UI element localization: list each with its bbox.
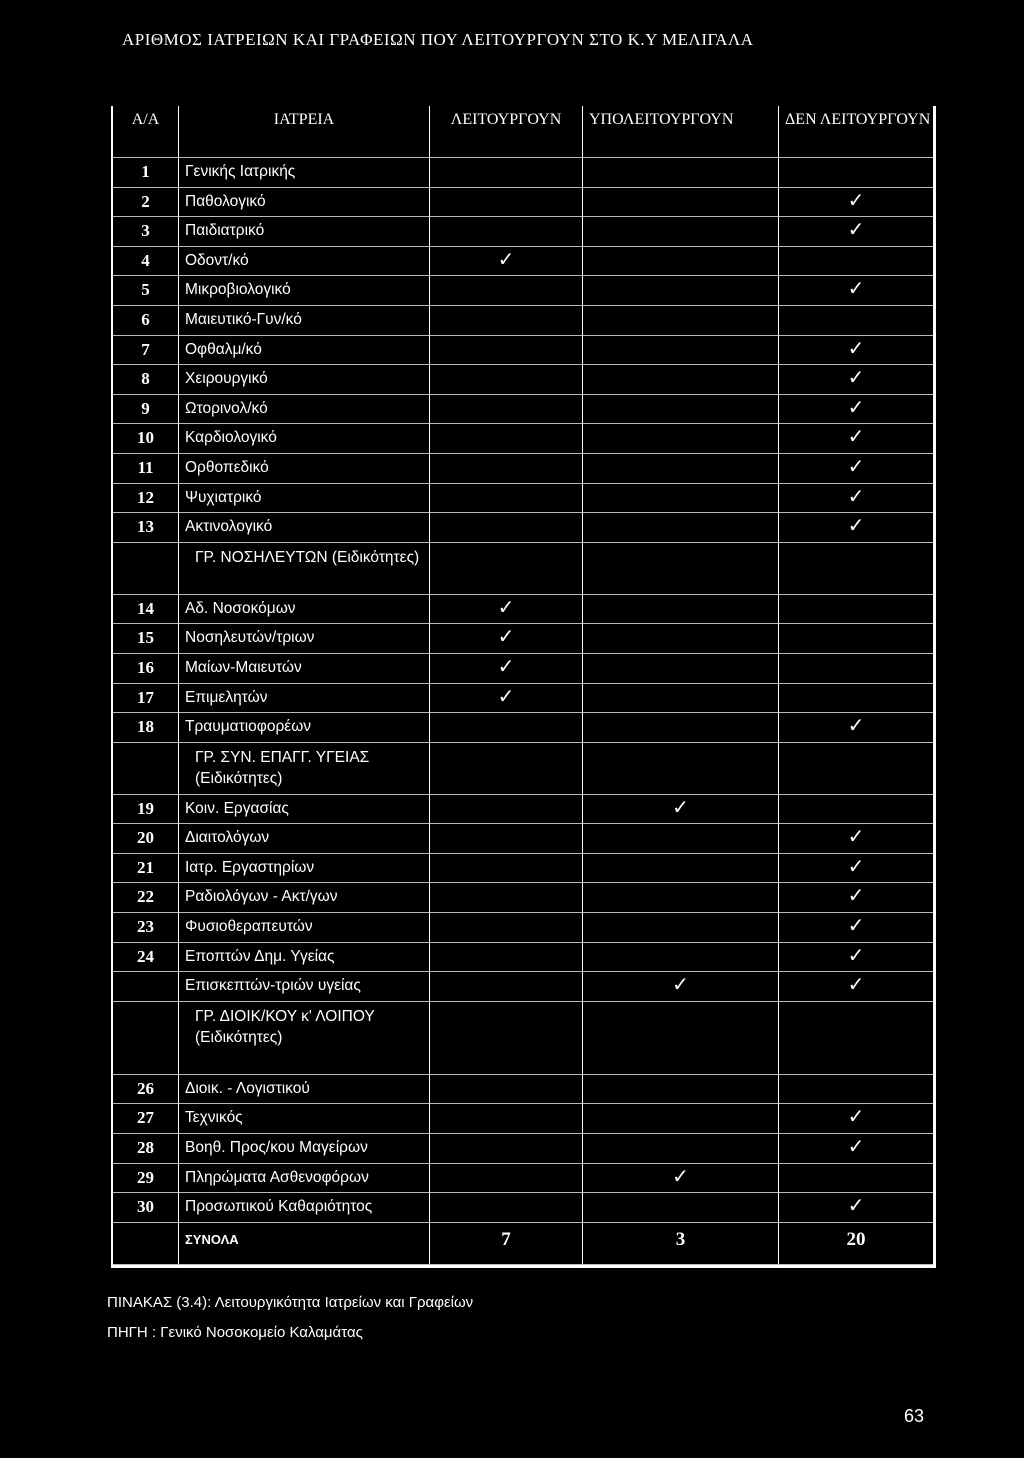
- table-row: [113, 513, 933, 543]
- row-ypoleitourgoun-cell: [583, 424, 779, 454]
- row-den-leitourgoun-cell: ✓: [779, 854, 933, 884]
- row-den-leitourgoun-cell: [779, 306, 933, 336]
- row-den-leitourgoun-cell: [779, 595, 933, 625]
- row-aa: 30: [113, 1193, 179, 1223]
- row-name: Χειρουργικό: [179, 365, 430, 395]
- row-ypoleitourgoun-cell: [583, 306, 779, 336]
- row-aa: [113, 1002, 179, 1075]
- table-row: [113, 743, 933, 795]
- row-aa: [113, 543, 179, 595]
- row-leitourgoun-cell: ✓: [430, 654, 583, 684]
- table-row: [113, 543, 933, 595]
- totals-ypoleitourgoun: 3: [583, 1223, 779, 1265]
- row-ypoleitourgoun-cell: [583, 188, 779, 218]
- row-aa: 3: [113, 217, 179, 247]
- table-row: [113, 424, 933, 454]
- row-aa: 7: [113, 336, 179, 366]
- row-aa: 22: [113, 883, 179, 913]
- table-row: [113, 217, 933, 247]
- row-leitourgoun-cell: [430, 824, 583, 854]
- row-ypoleitourgoun-cell: ✓: [583, 795, 779, 825]
- row-ypoleitourgoun-cell: [583, 913, 779, 943]
- table-row: [113, 713, 933, 743]
- row-name: Καρδιολογικό: [179, 424, 430, 454]
- row-den-leitourgoun-cell: ✓: [779, 883, 933, 913]
- row-aa: 2: [113, 188, 179, 218]
- row-aa: 28: [113, 1134, 179, 1164]
- row-name: Μαιευτικό-Γυν/κό: [179, 306, 430, 336]
- row-ypoleitourgoun-cell: [583, 1104, 779, 1134]
- table-row: [113, 913, 933, 943]
- row-leitourgoun-cell: [430, 913, 583, 943]
- row-name: Ακτινολογικό: [179, 513, 430, 543]
- row-den-leitourgoun-cell: ✓: [779, 336, 933, 366]
- row-ypoleitourgoun-cell: [583, 158, 779, 188]
- row-ypoleitourgoun-cell: ✓: [583, 972, 779, 1002]
- row-leitourgoun-cell: [430, 158, 583, 188]
- row-leitourgoun-cell: [430, 424, 583, 454]
- row-name: ΓΡ. ΔΙΟΙΚ/ΚΟΥ κ' ΛΟΙΠΟΥ (Ειδικότητες): [179, 1002, 430, 1075]
- page-number: 63: [904, 1406, 925, 1426]
- row-leitourgoun-cell: ✓: [430, 595, 583, 625]
- row-name: ΓΡ. ΣΥΝ. ΕΠΑΓΓ. ΥΓΕΙΑΣ (Ειδικότητες): [179, 743, 430, 795]
- row-name: Προσωπικού Καθαριότητος: [179, 1193, 430, 1223]
- row-leitourgoun-cell: [430, 972, 583, 1002]
- table-row: [113, 595, 933, 625]
- row-name: Παιδιατρικό: [179, 217, 430, 247]
- row-aa: 17: [113, 684, 179, 714]
- row-ypoleitourgoun-cell: [583, 513, 779, 543]
- row-name: Πληρώματα Ασθενοφόρων: [179, 1164, 430, 1194]
- row-den-leitourgoun-cell: [779, 654, 933, 684]
- row-den-leitourgoun-cell: [779, 1164, 933, 1194]
- table-caption: ΠΙΝΑΚΑΣ (3.4): Λειτουργικότητα Ιατρείων και Γραφείων: [107, 1294, 474, 1311]
- row-name: ΓΡ. ΝΟΣΗΛΕΥΤΩΝ (Ειδικότητες): [179, 543, 430, 595]
- row-name: Αδ. Νοσοκόμων: [179, 595, 430, 625]
- row-leitourgoun-cell: [430, 883, 583, 913]
- row-name: Οδοντ/κό: [179, 247, 430, 277]
- row-ypoleitourgoun-cell: [583, 336, 779, 366]
- table-source: ΠΗΓΗ : Γενικό Νοσοκομείο Καλαμάτας: [107, 1324, 363, 1341]
- row-name: Μαίων-Μαιευτών: [179, 654, 430, 684]
- row-den-leitourgoun-cell: ✓: [779, 824, 933, 854]
- row-name: Διαιτολόγων: [179, 824, 430, 854]
- table-row: [113, 854, 933, 884]
- table-row: [113, 1193, 933, 1223]
- row-aa: 19: [113, 795, 179, 825]
- row-name: Γενικής Ιατρικής: [179, 158, 430, 188]
- row-den-leitourgoun-cell: [779, 795, 933, 825]
- row-leitourgoun-cell: [430, 217, 583, 247]
- table-row: [113, 454, 933, 484]
- row-ypoleitourgoun-cell: [583, 543, 779, 595]
- row-leitourgoun-cell: [430, 1164, 583, 1194]
- row-name: Τραυματιοφορέων: [179, 713, 430, 743]
- table-row: [113, 824, 933, 854]
- row-den-leitourgoun-cell: ✓: [779, 1193, 933, 1223]
- row-name: Φυσιοθεραπευτών: [179, 913, 430, 943]
- row-leitourgoun-cell: [430, 1193, 583, 1223]
- header-leitourgoun: ΛΕΙΤΟΥΡΓΟΥΝ: [430, 106, 583, 158]
- row-aa: [113, 743, 179, 795]
- table-row: [113, 1002, 933, 1075]
- row-leitourgoun-cell: [430, 513, 583, 543]
- row-ypoleitourgoun-cell: [583, 824, 779, 854]
- row-leitourgoun-cell: [430, 276, 583, 306]
- table-row: [113, 336, 933, 366]
- row-den-leitourgoun-cell: ✓: [779, 395, 933, 425]
- row-ypoleitourgoun-cell: [583, 854, 779, 884]
- totals-label: ΣΥΝΟΛΑ: [179, 1223, 430, 1265]
- row-leitourgoun-cell: [430, 1002, 583, 1075]
- row-name: Κοιν. Εργασίας: [179, 795, 430, 825]
- table-row: [113, 972, 933, 1002]
- row-leitourgoun-cell: [430, 188, 583, 218]
- row-leitourgoun-cell: [430, 306, 583, 336]
- table-row: [113, 1164, 933, 1194]
- row-ypoleitourgoun-cell: [583, 883, 779, 913]
- row-ypoleitourgoun-cell: [583, 276, 779, 306]
- table-row: [113, 365, 933, 395]
- row-aa: [113, 972, 179, 1002]
- row-ypoleitourgoun-cell: [583, 365, 779, 395]
- row-aa: 10: [113, 424, 179, 454]
- row-name: Επισκεπτών-τριών υγείας: [179, 972, 430, 1002]
- table-row: [113, 624, 933, 654]
- table-row: [113, 188, 933, 218]
- row-leitourgoun-cell: [430, 795, 583, 825]
- row-leitourgoun-cell: [430, 336, 583, 366]
- table-row: [113, 684, 933, 714]
- row-leitourgoun-cell: [430, 713, 583, 743]
- row-den-leitourgoun-cell: ✓: [779, 484, 933, 514]
- header-den-leitourgoun: ΔΕΝ ΛΕΙΤΟΥΡΓΟΥΝ: [779, 106, 933, 158]
- row-aa: 18: [113, 713, 179, 743]
- table-row: [113, 1104, 933, 1134]
- row-leitourgoun-cell: [430, 543, 583, 595]
- row-ypoleitourgoun-cell: [583, 1002, 779, 1075]
- row-den-leitourgoun-cell: ✓: [779, 365, 933, 395]
- row-ypoleitourgoun-cell: [583, 943, 779, 973]
- row-aa: 1: [113, 158, 179, 188]
- row-den-leitourgoun-cell: ✓: [779, 454, 933, 484]
- row-leitourgoun-cell: ✓: [430, 624, 583, 654]
- row-leitourgoun-cell: [430, 1134, 583, 1164]
- row-ypoleitourgoun-cell: [583, 1075, 779, 1105]
- row-aa: 13: [113, 513, 179, 543]
- row-den-leitourgoun-cell: ✓: [779, 513, 933, 543]
- row-aa: 26: [113, 1075, 179, 1105]
- row-ypoleitourgoun-cell: [583, 743, 779, 795]
- row-ypoleitourgoun-cell: [583, 217, 779, 247]
- row-ypoleitourgoun-cell: [583, 484, 779, 514]
- row-name: Ιατρ. Εργαστηρίων: [179, 854, 430, 884]
- row-aa: 21: [113, 854, 179, 884]
- row-den-leitourgoun-cell: ✓: [779, 943, 933, 973]
- row-aa: 14: [113, 595, 179, 625]
- row-name: Τεχνικός: [179, 1104, 430, 1134]
- row-ypoleitourgoun-cell: [583, 624, 779, 654]
- row-aa: 20: [113, 824, 179, 854]
- row-leitourgoun-cell: ✓: [430, 247, 583, 277]
- row-den-leitourgoun-cell: ✓: [779, 713, 933, 743]
- totals-aa: [113, 1223, 179, 1265]
- row-leitourgoun-cell: [430, 854, 583, 884]
- row-den-leitourgoun-cell: [779, 624, 933, 654]
- row-den-leitourgoun-cell: ✓: [779, 1104, 933, 1134]
- row-name: Μικροβιολογικό: [179, 276, 430, 306]
- table-row: [113, 247, 933, 277]
- row-aa: 16: [113, 654, 179, 684]
- totals-row: [113, 1223, 933, 1265]
- row-den-leitourgoun-cell: ✓: [779, 424, 933, 454]
- row-aa: 27: [113, 1104, 179, 1134]
- row-name: Διοικ. - Λογιστικού: [179, 1075, 430, 1105]
- row-ypoleitourgoun-cell: [583, 1193, 779, 1223]
- row-leitourgoun-cell: [430, 395, 583, 425]
- row-den-leitourgoun-cell: [779, 543, 933, 595]
- totals-leitourgoun: 7: [430, 1223, 583, 1265]
- row-name: Επιμελητών: [179, 684, 430, 714]
- row-ypoleitourgoun-cell: [583, 395, 779, 425]
- row-ypoleitourgoun-cell: [583, 595, 779, 625]
- table-row: [113, 1075, 933, 1105]
- row-leitourgoun-cell: [430, 454, 583, 484]
- row-leitourgoun-cell: [430, 743, 583, 795]
- row-den-leitourgoun-cell: ✓: [779, 972, 933, 1002]
- table-row: [113, 395, 933, 425]
- row-den-leitourgoun-cell: [779, 247, 933, 277]
- row-den-leitourgoun-cell: ✓: [779, 276, 933, 306]
- row-aa: 23: [113, 913, 179, 943]
- row-name: Οφθαλμ/κό: [179, 336, 430, 366]
- row-den-leitourgoun-cell: [779, 158, 933, 188]
- row-ypoleitourgoun-cell: [583, 713, 779, 743]
- row-ypoleitourgoun-cell: ✓: [583, 1164, 779, 1194]
- row-ypoleitourgoun-cell: [583, 247, 779, 277]
- row-name: Νοσηλευτών/τριων: [179, 624, 430, 654]
- row-name: Ορθοπεδικό: [179, 454, 430, 484]
- header-name: ΙΑΤΡΕΙΑ: [179, 106, 430, 158]
- table-row: [113, 306, 933, 336]
- row-leitourgoun-cell: [430, 943, 583, 973]
- row-den-leitourgoun-cell: [779, 1002, 933, 1075]
- row-den-leitourgoun-cell: ✓: [779, 188, 933, 218]
- header-aa: Α/Α: [113, 106, 179, 158]
- row-name: Παθολογικό: [179, 188, 430, 218]
- header-ypoleitourgoun: ΥΠΟΛΕΙΤΟΥΡΓΟΥΝ: [583, 106, 779, 158]
- table-row: [113, 883, 933, 913]
- row-aa: 6: [113, 306, 179, 336]
- row-den-leitourgoun-cell: [779, 743, 933, 795]
- row-ypoleitourgoun-cell: [583, 684, 779, 714]
- row-aa: 4: [113, 247, 179, 277]
- row-aa: 5: [113, 276, 179, 306]
- row-name: Ωτορινολ/κό: [179, 395, 430, 425]
- row-den-leitourgoun-cell: [779, 684, 933, 714]
- totals-den-leitourgoun: 20: [779, 1223, 933, 1265]
- row-den-leitourgoun-cell: ✓: [779, 217, 933, 247]
- row-ypoleitourgoun-cell: [583, 454, 779, 484]
- table-row: [113, 276, 933, 306]
- row-leitourgoun-cell: [430, 1075, 583, 1105]
- row-den-leitourgoun-cell: ✓: [779, 913, 933, 943]
- table-row: [113, 795, 933, 825]
- table-row: [113, 158, 933, 188]
- row-leitourgoun-cell: [430, 484, 583, 514]
- row-aa: 29: [113, 1164, 179, 1194]
- row-aa: 9: [113, 395, 179, 425]
- row-den-leitourgoun-cell: [779, 1075, 933, 1105]
- table-header-row: [113, 106, 933, 158]
- row-ypoleitourgoun-cell: [583, 1134, 779, 1164]
- functionality-table: [111, 106, 936, 1268]
- row-aa: 8: [113, 365, 179, 395]
- row-den-leitourgoun-cell: ✓: [779, 1134, 933, 1164]
- row-aa: 15: [113, 624, 179, 654]
- row-name: Βοηθ. Προς/κου Μαγείρων: [179, 1134, 430, 1164]
- row-leitourgoun-cell: [430, 365, 583, 395]
- table-row: [113, 484, 933, 514]
- page-title: ΑΡΙΘΜΟΣ ΙΑΤΡΕΙΩΝ ΚΑΙ ΓΡΑΦΕΙΩΝ ΠΟΥ ΛΕΙΤΟΥΡΓΟΥΝ ΣΤΟ Κ.Υ ΜΕΛΙΓΑΛΑ: [122, 30, 754, 49]
- row-name: Ψυχιατρικό: [179, 484, 430, 514]
- row-leitourgoun-cell: [430, 1104, 583, 1134]
- row-name: Ραδιολόγων - Ακτ/γων: [179, 883, 430, 913]
- row-aa: 12: [113, 484, 179, 514]
- table-row: [113, 943, 933, 973]
- table-row: [113, 654, 933, 684]
- row-aa: 24: [113, 943, 179, 973]
- row-leitourgoun-cell: ✓: [430, 684, 583, 714]
- row-aa: 11: [113, 454, 179, 484]
- row-ypoleitourgoun-cell: [583, 654, 779, 684]
- row-name: Εποπτών Δημ. Υγείας: [179, 943, 430, 973]
- table-row: [113, 1134, 933, 1164]
